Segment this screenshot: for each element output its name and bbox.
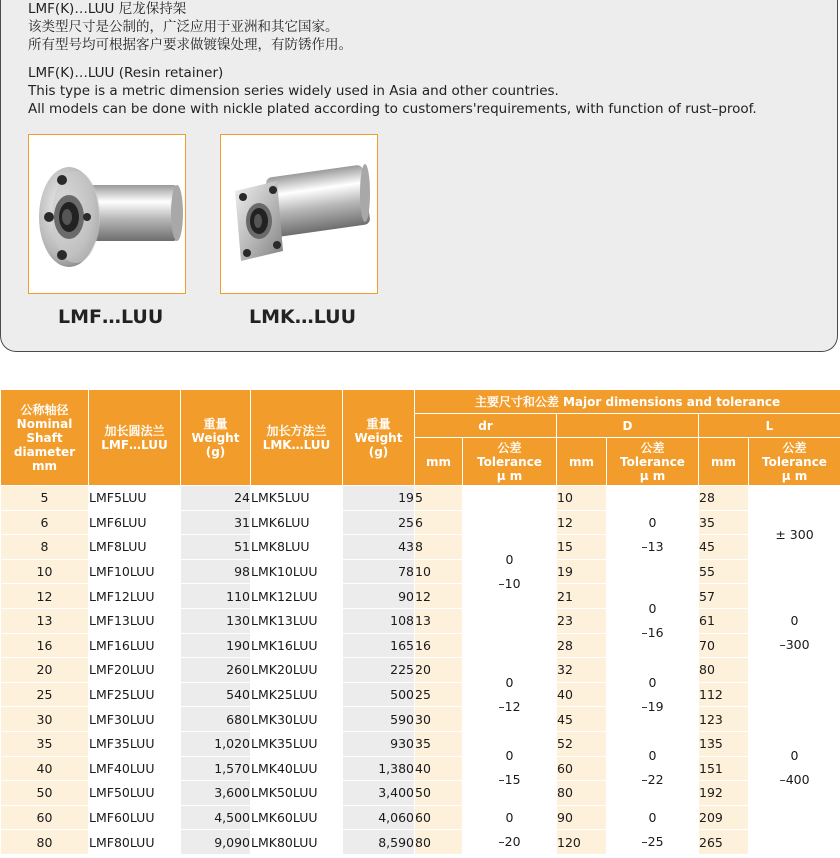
dr-mm-cell: 60 — [415, 805, 463, 830]
lmk-model-cell: LMK40LUU — [251, 756, 343, 781]
tol-en: Tolerance — [762, 454, 827, 469]
header-dr-tolerance — [463, 438, 557, 486]
tol-cn: 公差 — [497, 440, 522, 455]
header-weight-lmf — [181, 390, 251, 486]
lmf-weight-cell: 190 — [181, 633, 251, 658]
L-mm-cell: 35 — [699, 510, 749, 535]
header-D-tolerance — [607, 438, 699, 486]
dr-tolerance-cell-upper: 0 — [505, 674, 514, 690]
header-weight-lmf-cn: 重量 — [203, 416, 228, 431]
lmk-weight-cell: 930 — [343, 731, 415, 756]
L-mm-cell: 28 — [699, 486, 749, 511]
header-nominal — [1, 390, 89, 486]
dr-tolerance-cell — [463, 805, 557, 854]
dr-mm-cell: 16 — [415, 633, 463, 658]
L-tolerance-cell — [749, 486, 840, 584]
lmk-weight-cell: 4,060 — [343, 805, 415, 830]
header-nominal-en-2: Shaft — [26, 430, 63, 445]
L-mm-cell: 70 — [699, 633, 749, 658]
lmf-weight-cell: 1,020 — [181, 731, 251, 756]
lmk-model-cell: LMK13LUU — [251, 608, 343, 633]
lmf-weight-cell: 51 — [181, 535, 251, 560]
lmk-model-cell: LMK25LUU — [251, 682, 343, 707]
L-tolerance-cell-upper: 0 — [790, 748, 799, 764]
L-mm-cell: 192 — [699, 781, 749, 806]
lmk-weight-cell: 19 — [343, 486, 415, 511]
D-tolerance-cell-upper: 0 — [648, 514, 657, 530]
L-tolerance-cell — [749, 584, 840, 682]
lmk-model-cell: LMK10LUU — [251, 559, 343, 584]
tol-en: Tolerance — [620, 454, 685, 469]
nominal-diameter-cell: 30 — [1, 707, 89, 732]
header-weight-lmk — [343, 390, 415, 486]
table-row — [1, 486, 840, 511]
nominal-diameter-cell: 25 — [1, 682, 89, 707]
nominal-diameter-cell: 12 — [1, 584, 89, 609]
dr-tolerance-cell-upper: 0 — [505, 551, 514, 567]
dr-mm-cell: 50 — [415, 781, 463, 806]
lmk-weight-cell: 43 — [343, 535, 415, 560]
header-weight-lmf-en: Weight — [191, 430, 240, 445]
cn-description-line-1: 该类型尺寸是公制的，广泛应用于亚洲和其它国家。 — [28, 19, 339, 35]
D-tolerance-cell-lower: –16 — [641, 624, 664, 640]
table-row — [1, 830, 840, 855]
D-tolerance-cell — [607, 486, 699, 584]
dr-mm-cell: 5 — [415, 486, 463, 511]
dr-mm-cell: 12 — [415, 584, 463, 609]
lmf-weight-cell: 130 — [181, 608, 251, 633]
dr-mm-cell: 25 — [415, 682, 463, 707]
table-row — [1, 781, 840, 806]
D-mm-cell: 80 — [557, 781, 607, 806]
lmf-model-cell: LMF12LUU — [89, 584, 181, 609]
D-tolerance-cell-upper: 0 — [648, 748, 657, 764]
header-D: D — [557, 414, 699, 438]
lmk-model-cell: LMK5LUU — [251, 486, 343, 511]
L-mm-cell: 112 — [699, 682, 749, 707]
tol-cn: 公差 — [640, 440, 665, 455]
lmf-model-cell: LMF13LUU — [89, 608, 181, 633]
spec-table — [0, 389, 840, 855]
L-mm-cell: 55 — [699, 559, 749, 584]
cn-title: LMF(K)…LUU 尼龙保持架 — [28, 1, 187, 17]
lmf-weight-cell: 98 — [181, 559, 251, 584]
lmf-model-cell: LMF35LUU — [89, 731, 181, 756]
D-mm-cell: 28 — [557, 633, 607, 658]
header-lmf-cn: 加长圆法兰 — [104, 423, 165, 438]
lmf-weight-cell: 110 — [181, 584, 251, 609]
tol-en: Tolerance — [477, 454, 542, 469]
lmk-weight-cell: 108 — [343, 608, 415, 633]
D-tolerance-cell — [607, 584, 699, 658]
en-description-line-1: This type is a metric dimension series widely used in Asia and other countries. — [28, 83, 559, 99]
dr-mm-cell: 80 — [415, 830, 463, 855]
lmf-model-cell: LMF20LUU — [89, 658, 181, 683]
dr-mm-cell: 8 — [415, 535, 463, 560]
lmf-model-cell: LMF8LUU — [89, 535, 181, 560]
lmk-weight-cell: 78 — [343, 559, 415, 584]
nominal-diameter-cell: 16 — [1, 633, 89, 658]
dr-mm-cell: 20 — [415, 658, 463, 683]
nominal-diameter-cell: 6 — [1, 510, 89, 535]
dr-tolerance-cell-lower: –15 — [498, 772, 521, 788]
L-mm-cell: 61 — [699, 608, 749, 633]
header-dr-mm: mm — [415, 438, 463, 486]
lmk-weight-cell: 165 — [343, 633, 415, 658]
header-lmf-en: LMF…LUU — [101, 437, 168, 452]
lmf-model-cell: LMF50LUU — [89, 781, 181, 806]
nominal-diameter-cell: 10 — [1, 559, 89, 584]
header-weight-lmk-unit: (g) — [368, 444, 389, 459]
D-mm-cell: 45 — [557, 707, 607, 732]
lmk-model-cell: LMK50LUU — [251, 781, 343, 806]
caption-lmk: LMK…LUU — [249, 306, 357, 328]
table-row — [1, 559, 840, 584]
nominal-diameter-cell: 35 — [1, 731, 89, 756]
header-lmk — [251, 390, 343, 486]
table-row — [1, 756, 840, 781]
D-tolerance-cell-lower: –25 — [641, 833, 664, 849]
L-mm-cell: 151 — [699, 756, 749, 781]
lmk-model-cell: LMK60LUU — [251, 805, 343, 830]
lmf-model-cell: LMF5LUU — [89, 486, 181, 511]
L-tolerance-cell-upper: 0 — [790, 613, 799, 629]
table-row — [1, 682, 840, 707]
dr-tolerance-cell — [463, 658, 557, 732]
spec-table-body — [1, 486, 840, 855]
D-mm-cell: 52 — [557, 731, 607, 756]
lmk-weight-cell: 500 — [343, 682, 415, 707]
lmk-weight-cell: 1,380 — [343, 756, 415, 781]
D-tolerance-cell-upper: 0 — [648, 600, 657, 616]
lmk-weight-cell: 8,590 — [343, 830, 415, 855]
lmf-weight-cell: 4,500 — [181, 805, 251, 830]
header-lmk-en: LMK…LUU — [262, 437, 331, 452]
D-tolerance-cell — [607, 805, 699, 854]
lmf-weight-cell: 680 — [181, 707, 251, 732]
nominal-diameter-cell: 8 — [1, 535, 89, 560]
dr-mm-cell: 6 — [415, 510, 463, 535]
header-nominal-en-3: diameter — [13, 444, 76, 459]
lmf-model-cell: LMF16LUU — [89, 633, 181, 658]
tol-unit: μ m — [639, 468, 666, 483]
nominal-diameter-cell: 40 — [1, 756, 89, 781]
nominal-diameter-cell: 13 — [1, 608, 89, 633]
lmf-model-cell: LMF25LUU — [89, 682, 181, 707]
lmf-model-cell: LMF10LUU — [89, 559, 181, 584]
D-mm-cell: 23 — [557, 608, 607, 633]
table-row — [1, 608, 840, 633]
L-tolerance-cell — [749, 682, 840, 854]
table-row — [1, 633, 840, 658]
lmk-model-cell: LMK12LUU — [251, 584, 343, 609]
header-major-dimensions: 主要尺寸和公差 Major dimensions and tolerance — [415, 390, 840, 414]
D-mm-cell: 10 — [557, 486, 607, 511]
D-mm-cell: 19 — [557, 559, 607, 584]
table-row — [1, 658, 840, 683]
square-flange-bearing-icon — [221, 135, 377, 293]
header-L-mm: mm — [699, 438, 749, 486]
header-nominal-cn: 公称轴径 — [20, 402, 69, 417]
D-tolerance-cell — [607, 658, 699, 732]
dr-mm-cell: 10 — [415, 559, 463, 584]
lmk-weight-cell: 3,400 — [343, 781, 415, 806]
lmk-model-cell: LMK35LUU — [251, 731, 343, 756]
lmf-model-cell: LMF6LUU — [89, 510, 181, 535]
L-mm-cell: 135 — [699, 731, 749, 756]
L-tolerance-cell-upper: ± 300 — [775, 526, 814, 542]
header-weight-lmk-en: Weight — [354, 430, 403, 445]
header-lmk-cn: 加长方法兰 — [266, 423, 327, 438]
lmf-model-cell: LMF40LUU — [89, 756, 181, 781]
dr-tolerance-cell-lower: –12 — [498, 698, 521, 714]
D-mm-cell: 21 — [557, 584, 607, 609]
lmk-model-cell: LMK80LUU — [251, 830, 343, 855]
nominal-diameter-cell: 5 — [1, 486, 89, 511]
D-mm-cell: 12 — [557, 510, 607, 535]
lmk-model-cell: LMK30LUU — [251, 707, 343, 732]
D-mm-cell: 40 — [557, 682, 607, 707]
L-tolerance-cell-lower: –400 — [779, 772, 810, 788]
dr-tolerance-cell-upper: 0 — [505, 748, 514, 764]
table-row — [1, 584, 840, 609]
lmk-model-cell: LMK20LUU — [251, 658, 343, 683]
table-row — [1, 535, 840, 560]
dr-tolerance-cell-lower: –10 — [498, 575, 521, 591]
dr-tolerance-cell-upper: 0 — [505, 809, 514, 825]
lmk-weight-cell: 90 — [343, 584, 415, 609]
D-mm-cell: 120 — [557, 830, 607, 855]
lmk-weight-cell: 225 — [343, 658, 415, 683]
en-title: LMF(K)…LUU (Resin retainer) — [28, 65, 224, 81]
header-nominal-en-1: Nominal — [16, 416, 73, 431]
product-photo-lmf — [28, 134, 186, 294]
D-mm-cell: 60 — [557, 756, 607, 781]
D-mm-cell: 15 — [557, 535, 607, 560]
header-weight-lmf-unit: (g) — [205, 444, 226, 459]
dr-tolerance-cell-lower: –20 — [498, 833, 521, 849]
L-mm-cell: 57 — [699, 584, 749, 609]
header-D-mm: mm — [557, 438, 607, 486]
round-flange-bearing-icon — [29, 135, 185, 293]
dr-mm-cell: 40 — [415, 756, 463, 781]
nominal-diameter-cell: 20 — [1, 658, 89, 683]
lmf-model-cell: LMF30LUU — [89, 707, 181, 732]
header-nominal-unit: mm — [31, 458, 57, 473]
caption-lmf: LMF…LUU — [58, 306, 164, 328]
table-row — [1, 510, 840, 535]
lmf-weight-cell: 540 — [181, 682, 251, 707]
table-row — [1, 707, 840, 732]
D-mm-cell: 32 — [557, 658, 607, 683]
dr-tolerance-cell — [463, 486, 557, 658]
table-row — [1, 805, 840, 830]
header-weight-lmk-cn: 重量 — [366, 416, 391, 431]
lmf-weight-cell: 260 — [181, 658, 251, 683]
D-tolerance-cell-lower: –19 — [641, 698, 664, 714]
cn-description-line-2: 所有型号均可根据客户要求做镀镍处理，有防锈作用。 — [28, 37, 352, 53]
lmk-model-cell: LMK8LUU — [251, 535, 343, 560]
lmk-model-cell: LMK6LUU — [251, 510, 343, 535]
product-photo-lmk — [220, 134, 378, 294]
L-mm-cell: 80 — [699, 658, 749, 683]
en-description-line-2: All models can be done with nickle plated according to customers'requirements, with function of rust–proof. — [28, 101, 757, 117]
dr-mm-cell: 35 — [415, 731, 463, 756]
nominal-diameter-cell: 50 — [1, 781, 89, 806]
header-dr: dr — [415, 414, 557, 438]
header-L: L — [699, 414, 840, 438]
D-tolerance-cell-upper: 0 — [648, 809, 657, 825]
nominal-diameter-cell: 80 — [1, 830, 89, 855]
D-tolerance-cell — [607, 731, 699, 805]
dr-mm-cell: 30 — [415, 707, 463, 732]
L-mm-cell: 209 — [699, 805, 749, 830]
L-mm-cell: 265 — [699, 830, 749, 855]
D-mm-cell: 90 — [557, 805, 607, 830]
D-tolerance-cell-upper: 0 — [648, 674, 657, 690]
lmf-weight-cell: 9,090 — [181, 830, 251, 855]
nominal-diameter-cell: 60 — [1, 805, 89, 830]
D-tolerance-cell-lower: –22 — [641, 772, 664, 788]
L-mm-cell: 123 — [699, 707, 749, 732]
D-tolerance-cell-lower: –13 — [641, 538, 664, 554]
L-tolerance-cell-lower: –300 — [779, 637, 810, 653]
tol-unit: μ m — [496, 468, 523, 483]
header-lmf — [89, 390, 181, 486]
lmf-weight-cell: 1,570 — [181, 756, 251, 781]
lmf-weight-cell: 24 — [181, 486, 251, 511]
tol-unit: μ m — [781, 468, 808, 483]
dr-mm-cell: 13 — [415, 608, 463, 633]
lmf-model-cell: LMF80LUU — [89, 830, 181, 855]
lmf-weight-cell: 3,600 — [181, 781, 251, 806]
dr-tolerance-cell — [463, 731, 557, 805]
lmk-weight-cell: 590 — [343, 707, 415, 732]
lmf-model-cell: LMF60LUU — [89, 805, 181, 830]
lmk-weight-cell: 25 — [343, 510, 415, 535]
tol-cn: 公差 — [782, 440, 807, 455]
table-row — [1, 731, 840, 756]
header-L-tolerance — [749, 438, 840, 486]
L-mm-cell: 45 — [699, 535, 749, 560]
lmk-model-cell: LMK16LUU — [251, 633, 343, 658]
lmf-weight-cell: 31 — [181, 510, 251, 535]
